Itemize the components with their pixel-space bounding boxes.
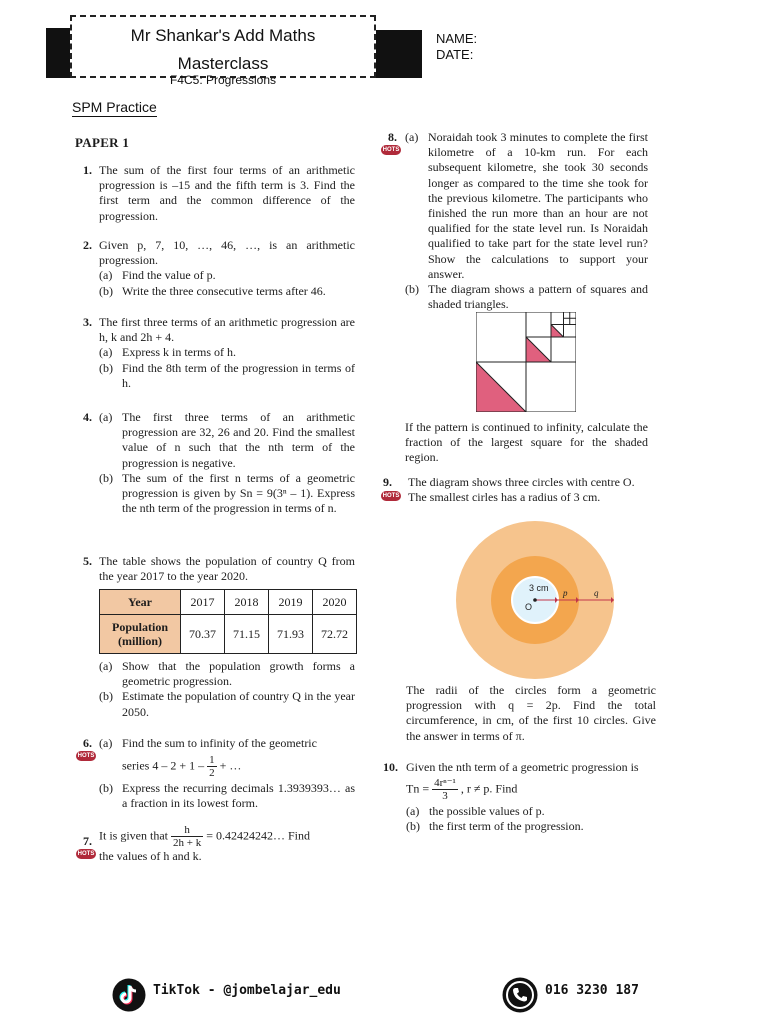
q3-part-b (99, 361, 355, 391)
q8-part-b (405, 282, 648, 312)
date-label: DATE: (436, 47, 474, 62)
q9-line1: The diagram shows three circles with centre O. (408, 475, 635, 489)
label-3cm: 3 cm (529, 583, 549, 593)
q3-text: The first three terms of an arithmetic progression are h, k and 2h + 4. (99, 315, 355, 345)
table-cell: 2018 (225, 590, 269, 615)
q10-frac-den: 3 (442, 790, 448, 803)
q10-lhs: Tn = (406, 781, 430, 796)
q8-b-label: (b) (405, 282, 419, 297)
q2-block (99, 238, 355, 299)
q4-part-b (99, 471, 355, 517)
q6-series-pre: series 4 – 2 + 1 – (122, 758, 205, 773)
q8-block (405, 130, 648, 312)
table-header-population-line2: (million) (118, 634, 162, 648)
q3-part-a (99, 345, 355, 360)
q8-after-text: If the pattern is continued to infinity, calculate the fraction of the largest square for the shaded region. (405, 420, 648, 465)
table-cell: 2017 (181, 590, 225, 615)
q9-block (408, 475, 668, 505)
q8-number: 8. (388, 130, 397, 144)
q7-line1 (99, 824, 359, 849)
q5-parts (99, 659, 355, 720)
footer-phone: 016 3230 187 (545, 983, 639, 998)
table-header-population-line1: Population (111, 620, 168, 634)
q9-line2: The smallest cirles has a radius of 3 cm. (408, 490, 601, 505)
q8-part-a (405, 130, 648, 282)
q10-formula (406, 777, 661, 802)
table-header-year: Year (100, 590, 181, 615)
header-bar-right (372, 30, 422, 78)
q3-a-label: (a) (99, 345, 113, 360)
hots-badge: HOTS (382, 493, 400, 499)
q7-frac-num: h (171, 824, 203, 837)
centre-point (533, 598, 537, 602)
q10-part-a (406, 804, 661, 819)
q4-b-text: The sum of the first n terms of a geometric progression is given by Sn = 9(3ⁿ – 1). Express the nth term of the progression in terms of n. (122, 470, 355, 516)
q6-part-b (99, 781, 355, 811)
q6-series-post: + … (219, 758, 242, 773)
table-cell: 70.37 (181, 615, 225, 654)
label-q: q (594, 588, 599, 598)
q6-frac-num: 1 (209, 754, 215, 767)
label-p: p (563, 588, 568, 598)
q9-number: 9. (383, 475, 392, 489)
table-row (100, 615, 357, 654)
section-title: SPM Practice (72, 99, 157, 115)
table-cell: 71.15 (225, 615, 269, 654)
table-row (100, 590, 357, 615)
q4-block (99, 410, 355, 516)
q3-block (99, 315, 355, 391)
q5-text: The table shows the population of country Q from the year 2017 to the year 2020. (99, 554, 355, 584)
table-cell: 71.93 (269, 615, 313, 654)
q5-part-a (99, 659, 355, 689)
q6-fraction (207, 754, 217, 779)
q6-a-content (122, 736, 355, 779)
q4-a-label: (a) (99, 410, 113, 424)
q10-rest: , r ≠ p. Find (460, 781, 518, 796)
q10-frac-num: 4rⁿ⁻¹ (434, 777, 456, 790)
squares-pattern-diagram (476, 312, 576, 412)
name-label: NAME: (436, 31, 478, 46)
q2-part-b (99, 284, 355, 299)
hots-badge: HOTS (382, 147, 400, 153)
header-title-line1: Mr Shankar's Add Maths (130, 26, 316, 45)
table-cell: 72.72 (313, 615, 357, 654)
table-cell: 2019 (269, 590, 313, 615)
q6-a-label: (a) (99, 736, 113, 750)
q3-b-label: (b) (99, 360, 113, 375)
q2-number: 2. (83, 238, 92, 252)
q4-b-label: (b) (99, 470, 113, 485)
q5-a-text: Show that the population growth forms a geometric progression. (122, 659, 355, 689)
q2-b-text: Write the three consecutive terms after 46. (122, 283, 326, 298)
q10-b-label: (b) (406, 819, 420, 834)
q5-number: 5. (83, 554, 92, 568)
q6-b-text: Express the recurring decimals 1.3939393… as a fraction in its lowest form. (122, 781, 355, 811)
q8-a-label: (a) (405, 130, 419, 144)
hots-badge: HOTS (77, 753, 95, 759)
q6-a-series (122, 754, 355, 779)
q10-number: 10. (383, 760, 398, 774)
q6-b-label: (b) (99, 781, 113, 796)
footer-tiktok: TikTok - @jombelajar_edu (153, 983, 341, 998)
q1-number: 1. (83, 163, 92, 177)
q8-a-text: Noraidah took 3 minutes to complete the first kilometre of a 10-km run. For each subsequent kilometre, she took 30 seconds longer as compared to the time she took for the previous kilometre. The participants who finished the run more than an hour are not qualified for the state level run. Is Noraidah qualified to take part for the state level run? Show the calculations to support your answer. (428, 130, 648, 281)
q5-a-label: (a) (99, 659, 113, 673)
q6-a-line1: Find the sum to infinity of the geometric (122, 736, 317, 750)
concentric-circles-diagram (455, 520, 615, 680)
q5-b-text: Estimate the population of country Q in the year 2050. (122, 689, 355, 719)
q10-a-text: the possible values of p. (429, 804, 545, 819)
q9-after-text: The radii of the circles form a geometric progression with q = 2p. Find the total circumference, in cm, of the first 10 circles. Give the answer in terms of π. (406, 683, 656, 743)
q8-b-text: The diagram shows a pattern of squares and shaded triangles. (428, 282, 648, 312)
q5-b-label: (b) (99, 689, 113, 704)
q7-block (99, 824, 359, 864)
q7-pre: It is given that (99, 828, 168, 843)
q4-a-text: The first three terms of an arithmetic progression are 32, 26 and 20. Find the smallest value of n such that the nth term of the progression is negative. (122, 410, 355, 470)
q4-number: 4. (83, 410, 92, 424)
q7-line2: the values of h and k. (99, 849, 202, 863)
q2-a-text: Find the value of p. (122, 268, 216, 283)
q3-number: 3. (83, 315, 92, 329)
population-table (99, 589, 357, 654)
q10-b-text: the first term of the progression. (429, 819, 584, 834)
q3-b-text: Find the 8th term of the progression in terms of h. (122, 360, 355, 390)
q2-text: Given p, 7, 10, …, 46, …, is an arithmetic progression. (99, 238, 355, 268)
header-subtitle: F4C5: Progressions (169, 73, 277, 87)
tiktok-icon (112, 978, 146, 1012)
q10-text: Given the nth term of a geometric progression is (406, 760, 639, 774)
q6-part-a (99, 736, 355, 779)
q2-a-label: (a) (99, 268, 113, 283)
q10-fraction (432, 777, 458, 802)
q6-block (99, 736, 355, 812)
q10-part-b (406, 819, 661, 834)
q4-part-a (99, 410, 355, 471)
q3-a-text: Express k in terms of h. (122, 345, 236, 360)
q10-a-label: (a) (406, 804, 420, 819)
table-cell: 2020 (313, 590, 357, 615)
q7-post: = 0.42424242… Find (206, 828, 310, 843)
table-header-population (100, 615, 181, 654)
header-title-line2: Masterclass (177, 54, 269, 73)
label-o: O (525, 602, 533, 612)
q6-number: 6. (83, 736, 92, 750)
phone-icon (502, 977, 538, 1013)
q7-fraction (171, 824, 203, 849)
name-date-block (436, 31, 477, 63)
q10-block (406, 760, 661, 835)
q1-text: The sum of the first four terms of an arithmetic progression is –15 and the fifth term is 3. Find the first term and the common difference of the progression. (99, 163, 355, 223)
paper-title: PAPER 1 (75, 135, 130, 150)
header-title-box (70, 15, 376, 87)
hots-badge: HOTS (77, 851, 95, 857)
q2-b-label: (b) (99, 283, 113, 298)
q2-part-a (99, 268, 355, 283)
q6-frac-den: 2 (209, 767, 215, 780)
q5-part-b (99, 689, 355, 719)
q7-number: 7. (83, 834, 92, 848)
q7-frac-den: 2h + k (173, 837, 202, 849)
